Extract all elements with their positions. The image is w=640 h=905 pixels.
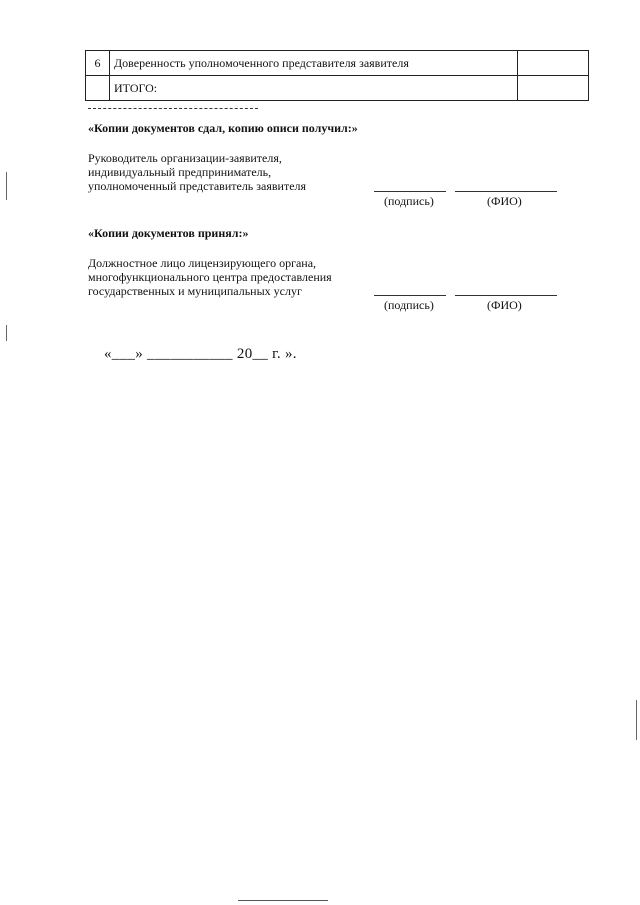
name-line	[455, 295, 557, 296]
signature-caption: (подпись)	[384, 194, 434, 208]
row-value	[518, 76, 589, 101]
description-line: Должностное лицо лицензирующего органа,	[88, 256, 317, 270]
signer-description-gave	[88, 151, 306, 193]
dashed-separator	[88, 108, 258, 109]
documents-table	[85, 50, 589, 101]
description-line: уполномоченный представитель заявителя	[88, 179, 307, 193]
row-number: 6	[86, 51, 110, 76]
name-caption: (ФИО)	[487, 194, 522, 208]
date-line: «___» ___________ 20__ г. ».	[104, 346, 297, 362]
section-heading-received: «Копии документов принял:»	[88, 226, 249, 240]
scan-artifact	[636, 700, 637, 740]
name-line	[455, 191, 557, 192]
scan-artifact	[6, 172, 7, 200]
table-row	[86, 76, 589, 101]
description-line: Руководитель организации-заявителя,	[88, 151, 282, 165]
name-caption: (ФИО)	[487, 298, 522, 312]
signature-caption: (подпись)	[384, 298, 434, 312]
row-value	[518, 51, 589, 76]
table-row	[86, 51, 589, 76]
scan-artifact	[6, 325, 7, 341]
signature-line	[374, 295, 446, 296]
row-text: ИТОГО:	[110, 76, 518, 101]
section-heading-gave: «Копии документов сдал, копию описи получил:»	[88, 121, 358, 135]
description-line: многофункционального центра предоставления	[88, 270, 332, 284]
signer-description-received	[88, 256, 332, 298]
bottom-edge-line	[238, 900, 328, 901]
description-line: государственных и муниципальных услуг	[88, 284, 302, 298]
description-line: индивидуальный предприниматель,	[88, 165, 272, 179]
row-number	[86, 76, 110, 101]
signature-line	[374, 191, 446, 192]
row-text: Доверенность уполномоченного представителя заявителя	[110, 51, 518, 76]
